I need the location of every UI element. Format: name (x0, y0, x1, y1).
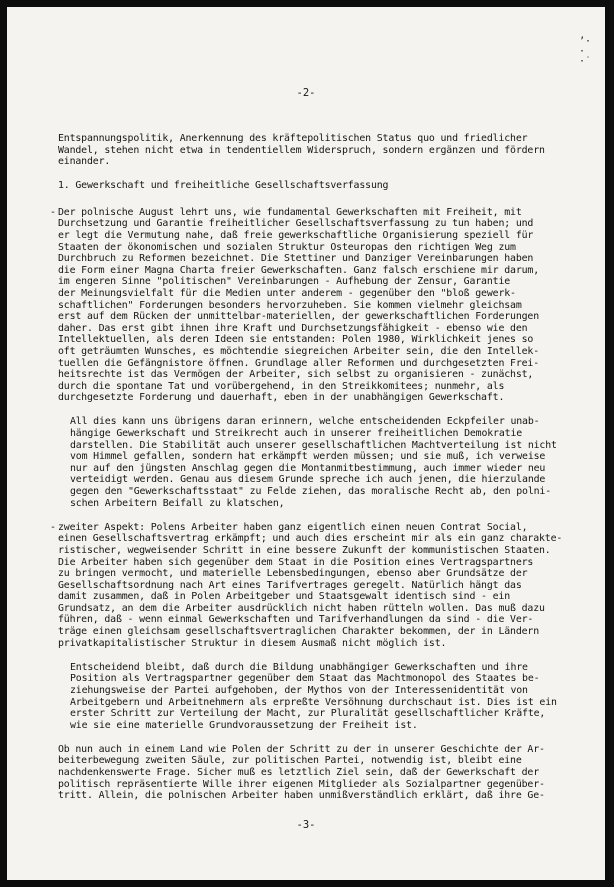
section-heading (58, 180, 578, 192)
text-line: Arbeitgebern und Arbeitnehmern als erpreßte Versöhnung durchschaut ist. Dies ist ein (70, 696, 557, 708)
text-line: durchgesetzte Forderung und dauerhaft, eben in der unabhängigen Gewerkschaft. (58, 392, 505, 404)
text-line: zu bringen vermocht, und materielle Lebensbedingungen, ebenso aber Grundsätze der (58, 568, 528, 580)
text-line: einen Gesellschaftsvertrag erkämpft; und auch dies erscheint mir als ein ganz charakte- (58, 533, 563, 545)
text-line: Gesellschaftsordnung nach Art eines Tarifvertrages geregelt. Natürlich hängt das (58, 579, 522, 591)
text-line: Durchsetzung und Garantie freiheitlicher Gesellschaftsverfassung zu tun haben; und (58, 218, 534, 230)
text-line: führen, daß - wenn einmal Gewerkschaften und Tarifverhandlungen da sind - die Ver- (58, 614, 534, 626)
text-line: Staaten der ökonomischen und sozialen Struktur Osteuropas den richtigen Weg zum (58, 241, 516, 253)
text-line: gegen den "Gewerkschaftsstaat" zu Felde ziehen, das moralische Recht ab, den polni- (70, 486, 552, 498)
text-line: nur auf den jüngsten Anschlag gegen die Montanmitbestimmung, auch immer wieder neu (70, 462, 546, 474)
paragraph-all-dies (58, 416, 578, 509)
text-line: Entscheidend bleibt, daß durch die Bildung unabhängiger Gewerkschaften und ihre (70, 661, 528, 673)
text-line: vom Himmel gefallen, sondern hat erkämpft werden müssen; und sie muß, ich verweise (70, 451, 546, 463)
text-line: Grundsatz, an dem die Arbeiter ausdrücklich nicht haben rütteln wollen. Das muß dazu (58, 602, 545, 614)
text-line: Durchbruch zu Reformen bezeichnet. Die Stettiner und Danziger Vereinbarungen haben (58, 253, 534, 265)
text-line: heitsrechte ist das Vermögen der Arbeiter, sich selbst zu organisieren - zunächst, (58, 369, 534, 381)
paragraph-second-aspect (50, 521, 578, 650)
text-line: Entspannungspolitik, Anerkennung des kräftepolitischen Status quo und friedlicher (58, 133, 528, 144)
text-line: schaftlichen" Forderungen besonders hervorzuheben. Sie kommen vielmehr gleichsam (58, 299, 522, 311)
text-line: zweiter Aspekt: Polens Arbeiter haben ganz eigentlich einen neuen Contrat Social, (58, 521, 528, 533)
text-line: wie sie eine materielle Grundvoraussetzung der Freiheit ist. (70, 719, 418, 731)
text-line: All dies kann uns übrigens daran erinnern, welche entscheidenden Eckpfeiler unab- (70, 416, 540, 428)
text-line: schen Arbeitern Beifall zu klatschen, (70, 497, 285, 509)
text-line: Position als Vertragspartner gegenüber dem Staat das Machtmonopol des Staates be- (70, 673, 540, 685)
text-line: einander. (58, 156, 111, 168)
paragraph-ob-nun (58, 744, 578, 802)
text-line: beiterbewegung zweiten Säule, zur politischen Partei, notwendig ist, bleibt eine (58, 755, 522, 767)
paragraph-intro (58, 133, 578, 168)
text-line: erst auf dem Rücken der unmittelbar-materiellen, der gewerkschaftlichen Forderungen (58, 311, 540, 323)
text-line: durch die spontane Tat und vorübergehend, in den Streikkomitees; nunmehr, als (58, 380, 505, 392)
scan-mark: ·˙ (578, 56, 591, 67)
page-number-bottom: -3- (296, 819, 316, 831)
text-line: tuellen die Gefängnistore öffnen. Grundlage aller Reformen und durchgesetzten Frei- (58, 357, 540, 369)
text-line: hängige Gewerkschaft und Streikrecht auch in unserer freiheitlichen Demokratie (70, 428, 523, 440)
bullet-dash: - (50, 521, 56, 533)
paragraph-polish-august (50, 206, 578, 404)
scan-mark: · (578, 46, 585, 57)
text-line: im engeren Sinne "politischen" Vereinbarungen - Aufhebung der Zensur, Garantie (58, 276, 511, 288)
scan-marks (579, 37, 591, 67)
text-line: nachdenkenswerte Frage. Sicher muß es letztlich Ziel sein, daß der Gewerkschaft der (58, 767, 540, 778)
document-page (7, 7, 605, 880)
text-line: Die Arbeiter haben sich gegenüber dem Staat in die Position eines Vertragspartners (58, 556, 534, 568)
bullet-dash: - (50, 206, 56, 218)
text-line: Wandel, stehen nicht etwa in tendentiellem Widerspruch, sondern ergänzen und fördern (58, 144, 545, 156)
text-line: der Meinungsvielfalt für die Medien unter anderem - gegenüber den "bloß gewerk- (58, 288, 516, 300)
text-line: damit zusammen, daß in Polen Arbeitgeber und Staatsgewalt identisch sind - ein (58, 591, 511, 603)
text-line: Ob nun auch in einem Land wie Polen der Schritt zu der in unserer Geschichte der Ar- (58, 743, 545, 755)
text-line: darstellen. Die Stabilität auch unserer gesellschaftlichen Machtverteilung ist nicht (70, 439, 557, 451)
text-line: ristischer, wegweisender Schritt in eine bessere Zukunft der kommunistischen Staaten. (58, 544, 551, 556)
text-line: ziehungsweise der Partei aufgehoben, der Mythos von der Interessenidentität von (70, 684, 528, 696)
scan-mark: ’· (578, 36, 591, 47)
document-body (50, 133, 578, 814)
page-number-top: -2- (296, 87, 316, 99)
text-line: Der polnische August lehrt uns, wie fundamental Gewerkschaften mit Freiheit, mit (58, 206, 522, 218)
text-line: 1. Gewerkschaft und freiheitliche Gesellschaftsverfassung (58, 180, 389, 192)
text-line: Intellektuellen, als deren Ideen sie entstanden: Polen 1980, Wirklichkeit jenes so (58, 334, 534, 346)
text-line: träge einen gleichsam gesellschaftsvertraglichen Charakter bekommen, der in Ländern (58, 626, 540, 638)
text-line: erster Schritt zur Verteilung der Macht, zur Pluralität gesellschaftlicher Kräfte, (70, 708, 546, 720)
text-line: tritt. Allein, die polnischen Arbeiter haben unmißverständlich erklärt, daß ihre Ge- (58, 790, 545, 802)
text-line: privatkapitalistischer Struktur in diesem Ausmaß nicht möglich ist. (58, 637, 447, 649)
text-line: er legt die Vermutung nahe, daß freie gewerkschaftliche Organisierung speziell für (58, 230, 534, 242)
paragraph-entscheidend (58, 662, 578, 732)
text-line: daher. Das erst gibt ihnen ihre Kraft und Durchsetzungsfähigkeit - ebenso wie den (58, 322, 528, 334)
text-line: oft geträumten Wunsches, es möchtendie siegreichen Arbeiter sein, die den Intellek- (58, 346, 540, 357)
text-line: politisch repräsentierte Wille ihrer eigenen Mitglieder als Sozialpartner gegenüber- (58, 778, 545, 790)
text-line: die Form einer Magna Charta freier Gewerkschaften. Ganz falsch erschiene mir darum, (58, 264, 540, 276)
text-line: verteidigt werden. Genau aus diesem Grunde spreche ich auch jenen, die hierzulande (70, 474, 546, 486)
